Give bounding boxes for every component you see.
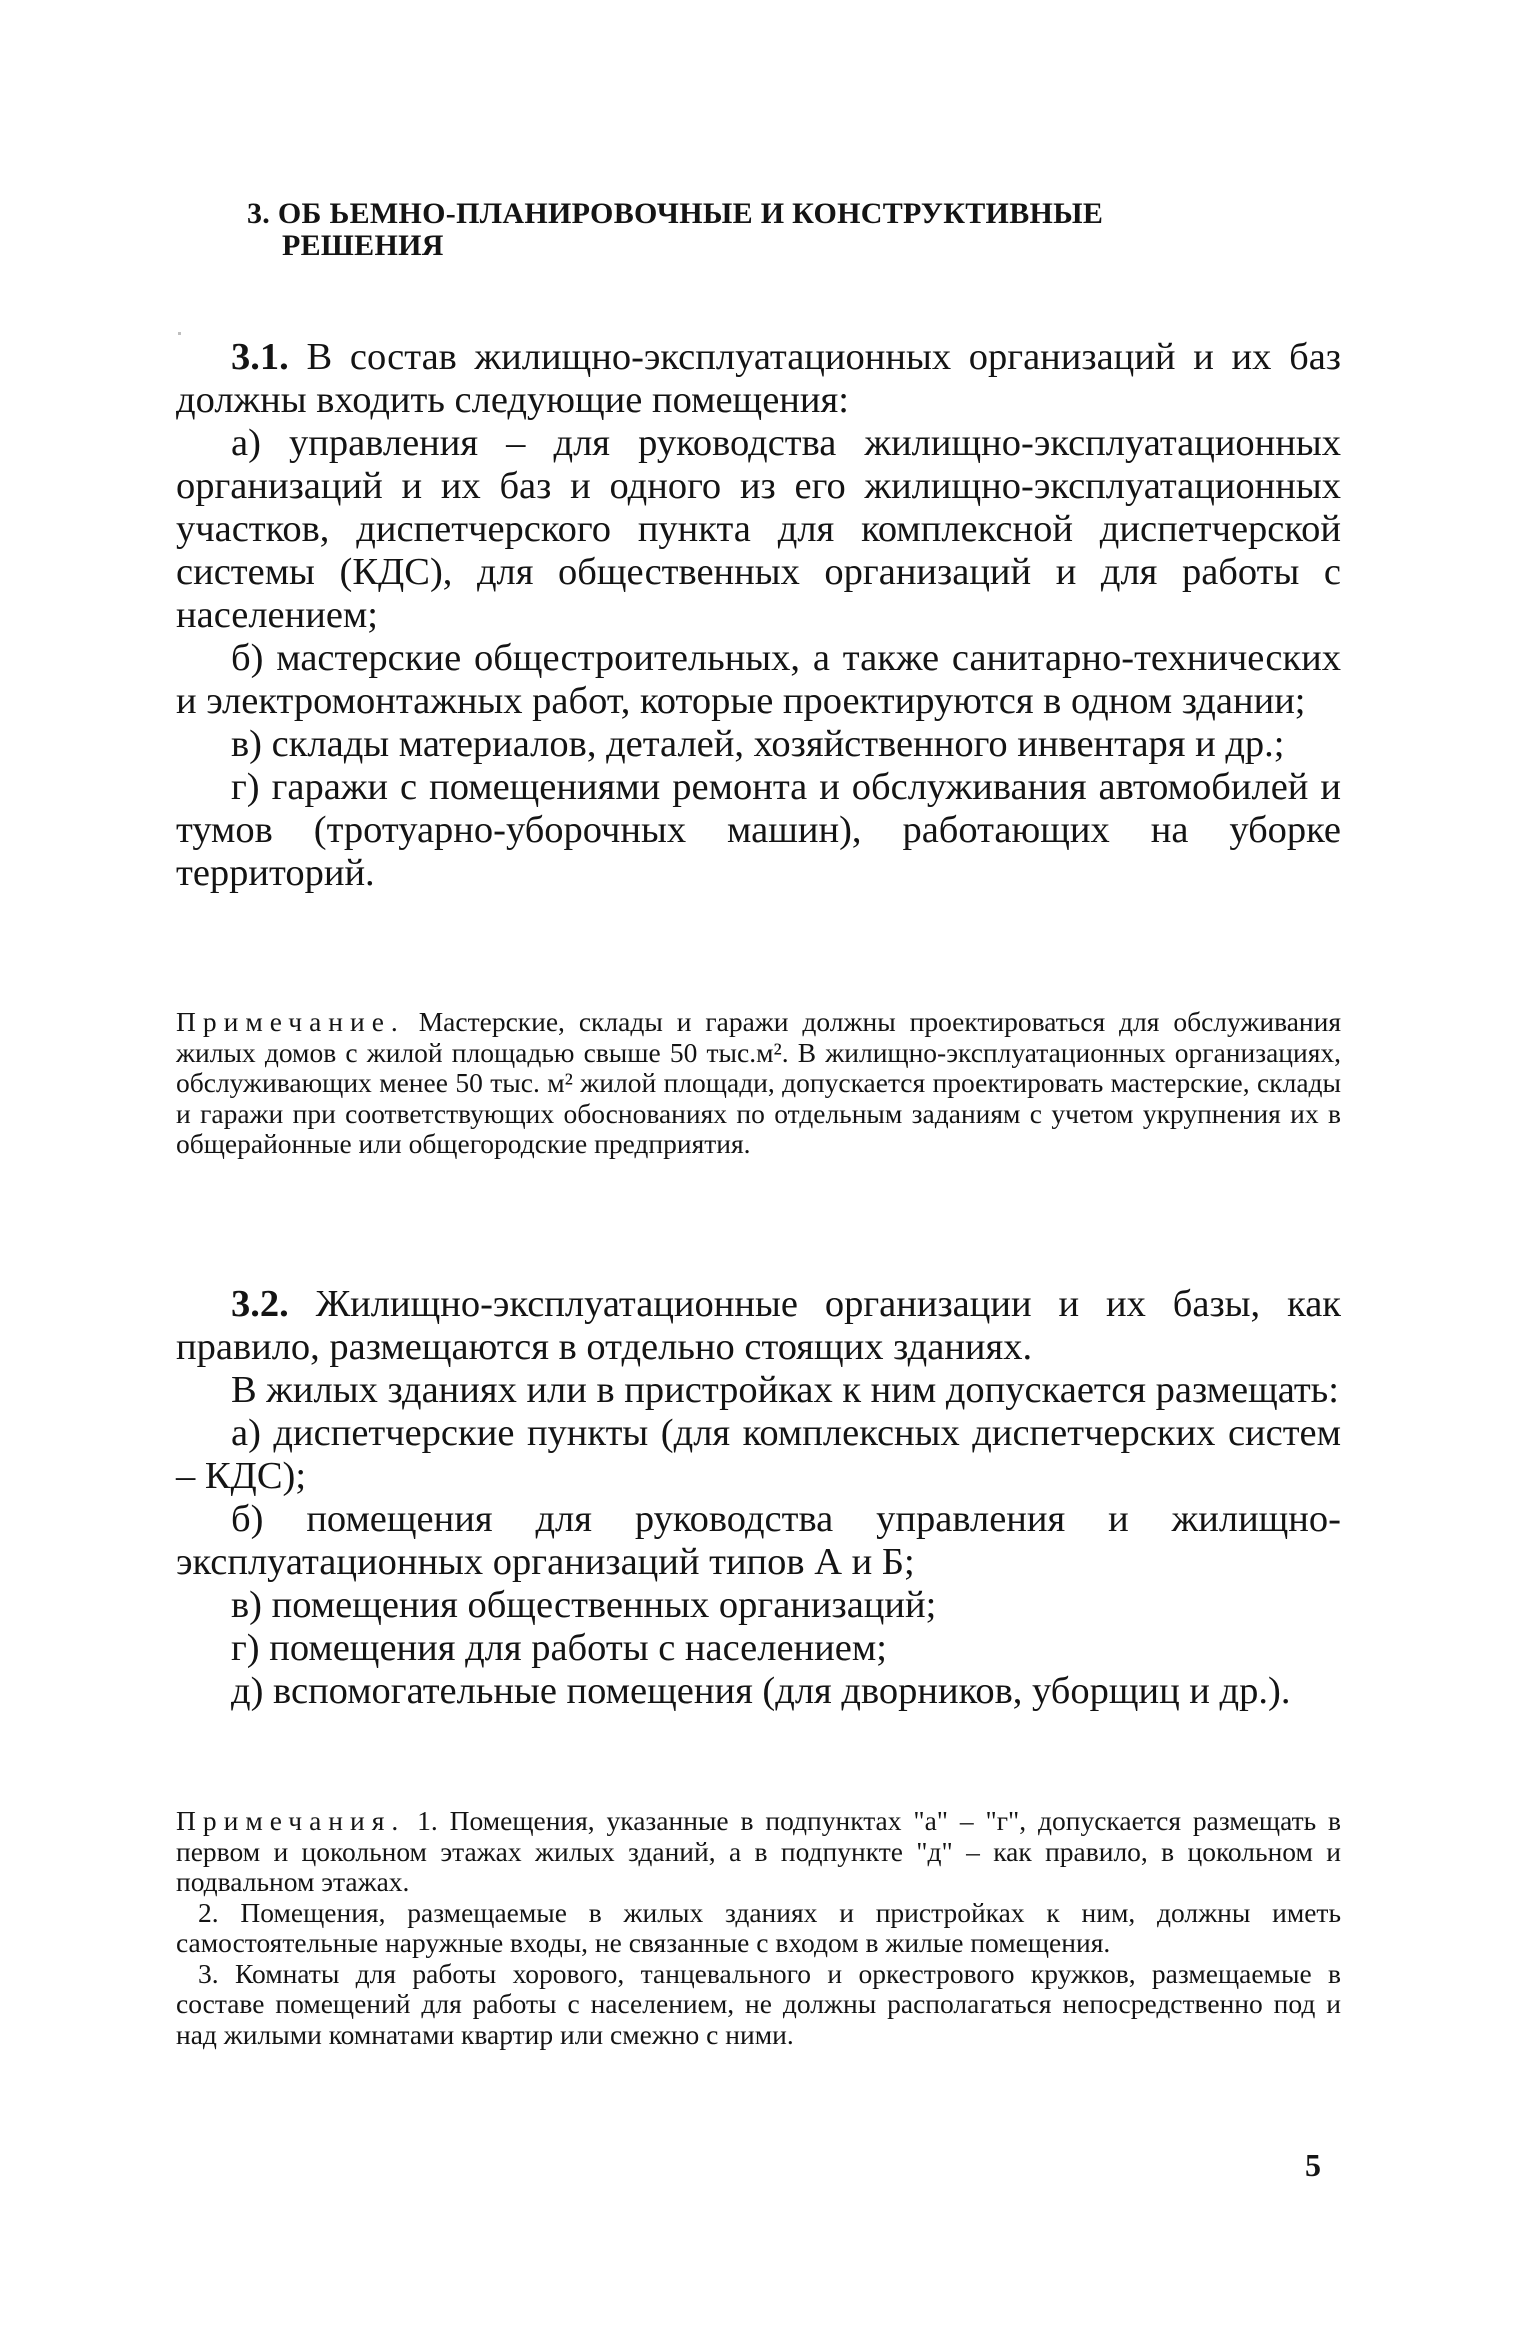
section-3-2-item-b: б) помещения для руководства управления и жилищно-эксплуатационных организаций типов А и Б; — [176, 1498, 1341, 1583]
note-label: Примечание. — [176, 1006, 405, 1037]
section-3-1-item-v: в) склады материалов, деталей, хозяйственного инвентаря и др.; — [231, 723, 1285, 765]
section-3-2-intro2: В жилых зданиях или в пристройках к ним допускается размещать: — [231, 1369, 1339, 1411]
section-3-2-item-g: г) помещения для работы с населением; — [231, 1627, 887, 1669]
section-3-1-item-g: г) гаражи с помещениями ремонта и обслуживания автомобилей и тумов (тротуарно-уборочных машин), работающих на уборке территорий. — [176, 766, 1341, 894]
section-3-2-item-d: д) вспомогательные помещения (для дворников, уборщиц и др.). — [231, 1670, 1291, 1712]
section-heading-line1: 3. ОБ ЬЕМНО-ПЛАНИРОВОЧНЫЕ И КОНСТРУКТИВНЫЕ — [247, 197, 1104, 230]
section-heading — [247, 198, 1247, 262]
section-heading-line2: РЕШЕНИЯ — [282, 229, 444, 262]
section-3-1-intro — [176, 336, 1341, 422]
notes-label: Примечания. — [176, 1805, 406, 1836]
section-3-1-item-b: б) мастерские общестроительных, а также санитарно-технических и электромонтажных работ, которые проектируются в одном здании; — [176, 637, 1341, 722]
section-3-2-number: 3.2. — [231, 1283, 289, 1325]
section-3-1 — [176, 336, 1341, 895]
section-3-2-item-v: в) помещения общественных организаций; — [231, 1584, 937, 1626]
section-3-2 — [176, 1283, 1341, 1713]
section-3-2-note-1 — [176, 1806, 1341, 1898]
section-3-1-note-paragraph — [176, 1007, 1341, 1160]
section-3-2-intro — [176, 1283, 1341, 1369]
section-3-2-note-2: 2. Помещения, размещаемые в жилых зданиях и пристройках к ним, должны иметь самостоятельные наружные входы, не связанные с входом в жилые помещения. — [176, 1896, 1341, 1958]
section-3-2-notes — [176, 1806, 1341, 2050]
note-1-text: 1. Помещения, указанные в подпунктах "а" – "г", допускается размещать в первом и цокольном этажах жилых зданий, а в подпункте "д" – как правило, в цокольном и подвальном этажах. — [176, 1805, 1341, 1897]
section-3-1-note — [176, 1007, 1341, 1160]
section-3-2-note-3: 3. Комнаты для работы хорового, танцевального и оркестрового кружков, размещаемые в составе помещений для работы с населением, не должны располагаться непосредственно под и над жилыми комнатами квартир или смежно с ними. — [176, 1957, 1341, 2050]
section-3-1-item-a: а) управления – для руководства жилищно-эксплуатационных организаций и их баз и одного из его жилищно-эксплуатационных участков, диспетчерского пункта для комплексной диспетчерской системы (КДС), для общественных организаций и для работы с населением; — [176, 422, 1341, 636]
section-3-2-intro-text: Жилищно-эксплуатационные организации и их базы, как правило, размещаются в отдельно стоящих зданиях. — [176, 1283, 1341, 1368]
page-number: 5 — [1305, 2147, 1321, 2183]
section-3-2-item-a: а) диспетчерские пункты (для комплексных диспетчерских систем – КДС); — [176, 1412, 1341, 1497]
note-text: Мастерские, склады и гаражи должны проектироваться для обслуживания жилых домов с жилой площадью свыше 50 тыс.м². В жилищно-эксплуатационных организациях, обслуживающих менее 50 тыс. м² жилой площади, допускается проектировать мастерские, склады и гаражи при соответствующих обоснованиях по отдельным заданиям с учетом укрупнения их в общерайонные или общегородские предприятия. — [176, 1006, 1342, 1159]
section-3-1-number: 3.1. — [231, 336, 289, 378]
section-3-1-intro-text: В состав жилищно-эксплуатационных организаций и их баз должны входить следующие помещения: — [176, 336, 1341, 421]
scan-speck — [178, 332, 181, 335]
